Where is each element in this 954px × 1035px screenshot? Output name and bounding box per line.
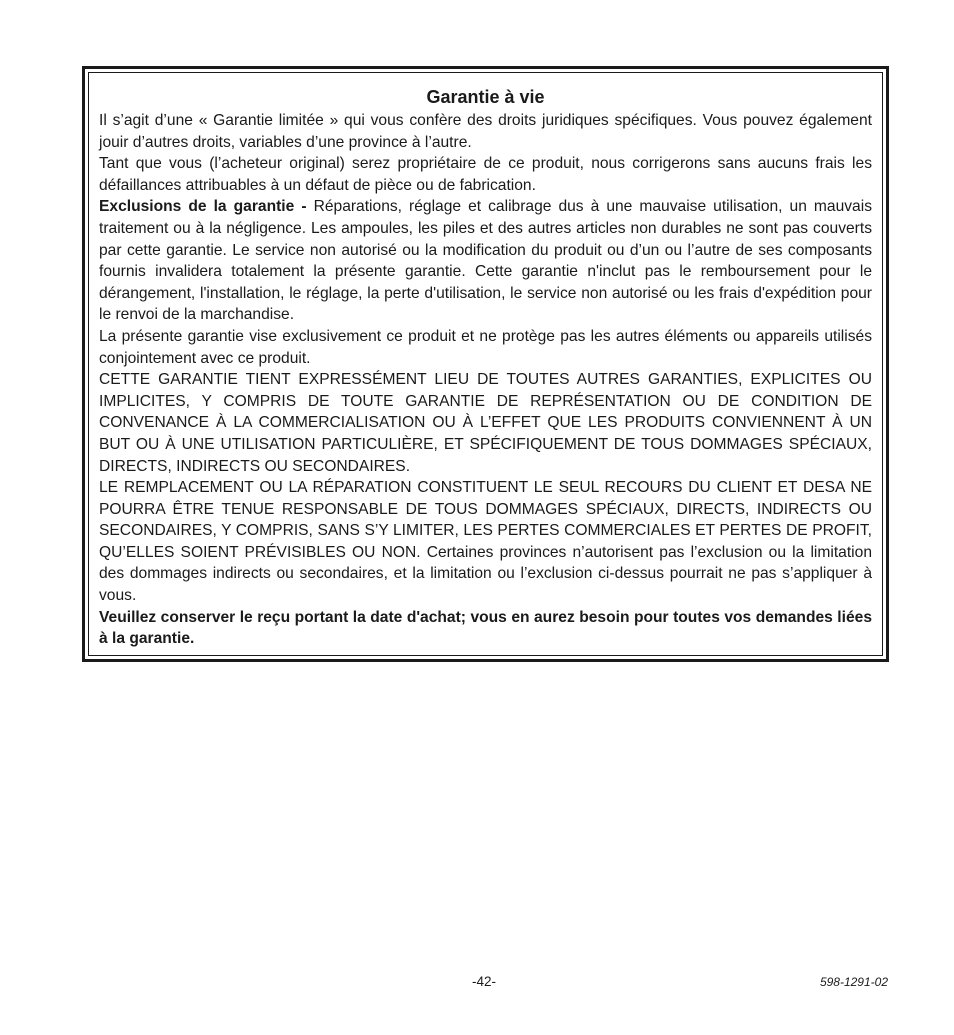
- warranty-remedy-paragraph: LE REMPLACEMENT OU LA RÉPARATION CONSTITUENT LE SEUL RECOURS DU CLIENT ET DESA NE POURRA ÊTRE TENUE RESPONSABLE DE TOUS DOMMAGES SPÉCIAUX, DIRECTS, INDIRECTS OU SECONDAIRES, Y COMPRIS, SANS S’Y LIMITER, LES PERTES COMMERCIALES ET PERTES DE PROFIT, QU’ELLES SOIENT PRÉVISIBLES OU NON. Certaines provinces n’autorisent pas l’exclusion ou la limitation des dommages indirects ou secondaires, et la limitation ou l’exclusion ci-dessus pourrait ne pas s’appliquer à vous.: [99, 479, 872, 605]
- warranty-box: [82, 66, 889, 662]
- warranty-inner-frame: [88, 72, 883, 656]
- warranty-title: Garantie à vie: [426, 87, 545, 107]
- warranty-disclaimer-paragraph: CETTE GARANTIE TIENT EXPRESSÉMENT LIEU DE TOUTES AUTRES GARANTIES, EXPLICITES OU IMPLICITES, Y COMPRIS DE TOUTE GARANTIE DE REPRÉSENTATION OU DE CONDITION DE CONVENANCE À LA COMMERCIALISATION OU À L’EFFET QUE LES PRODUITS CONVIENNENT À UN BUT OU À UNE UTILISATION PARTICULIÈRE, ET SPÉCIFIQUEMENT DE TOUS DOMMAGES SPÉCIAUX, DIRECTS, INDIRECTS OU SECONDAIRES.: [99, 371, 872, 475]
- warranty-intro-paragraph: Il s’agit d’une « Garantie limitée » qui vous confère des droits juridiques spécifiques. Vous pouvez également jouir d’autres droits, variables d’une province à l’autre.: [99, 112, 872, 151]
- exclusions-label: Exclusions de la garantie -: [99, 198, 307, 216]
- warranty-coverage-paragraph: Tant que vous (l’acheteur original) serez propriétaire de ce produit, nous corrigerons sans aucuns frais les défaillances attribuables à un défaut de pièce ou de fabrication.: [99, 155, 872, 194]
- exclusions-text: Réparations, réglage et calibrage dus à une mauvaise utilisation, un mauvais traitement ou à la négligence. Les ampoules, les piles et des autres articles non durables ne sont pas couverts par cette garantie. Le service non autorisé ou la modification du produit ou d’un ou l’autre de ses composants fournis invalidera totalement la présente garantie. Cette garantie n'inclut pas le remboursement pour le dérangement, l'installation, le réglage, la perte d'utilisation, le service non autorisé ou les frais d'expédition pour le renvoi de la marchandise.: [99, 198, 872, 324]
- warranty-receipt-notice: Veuillez conserver le reçu portant la date d'achat; vous en aurez besoin pour toutes vos demandes liées à la garantie.: [99, 608, 872, 648]
- document-code: 598-1291-02: [819, 975, 888, 989]
- page-number: -42-: [471, 974, 496, 989]
- warranty-scope-paragraph: La présente garantie vise exclusivement ce produit et ne protège pas les autres éléments ou appareils utilisés conjointement avec ce produit.: [99, 327, 872, 367]
- warranty-exclusions-paragraph: [99, 196, 872, 326]
